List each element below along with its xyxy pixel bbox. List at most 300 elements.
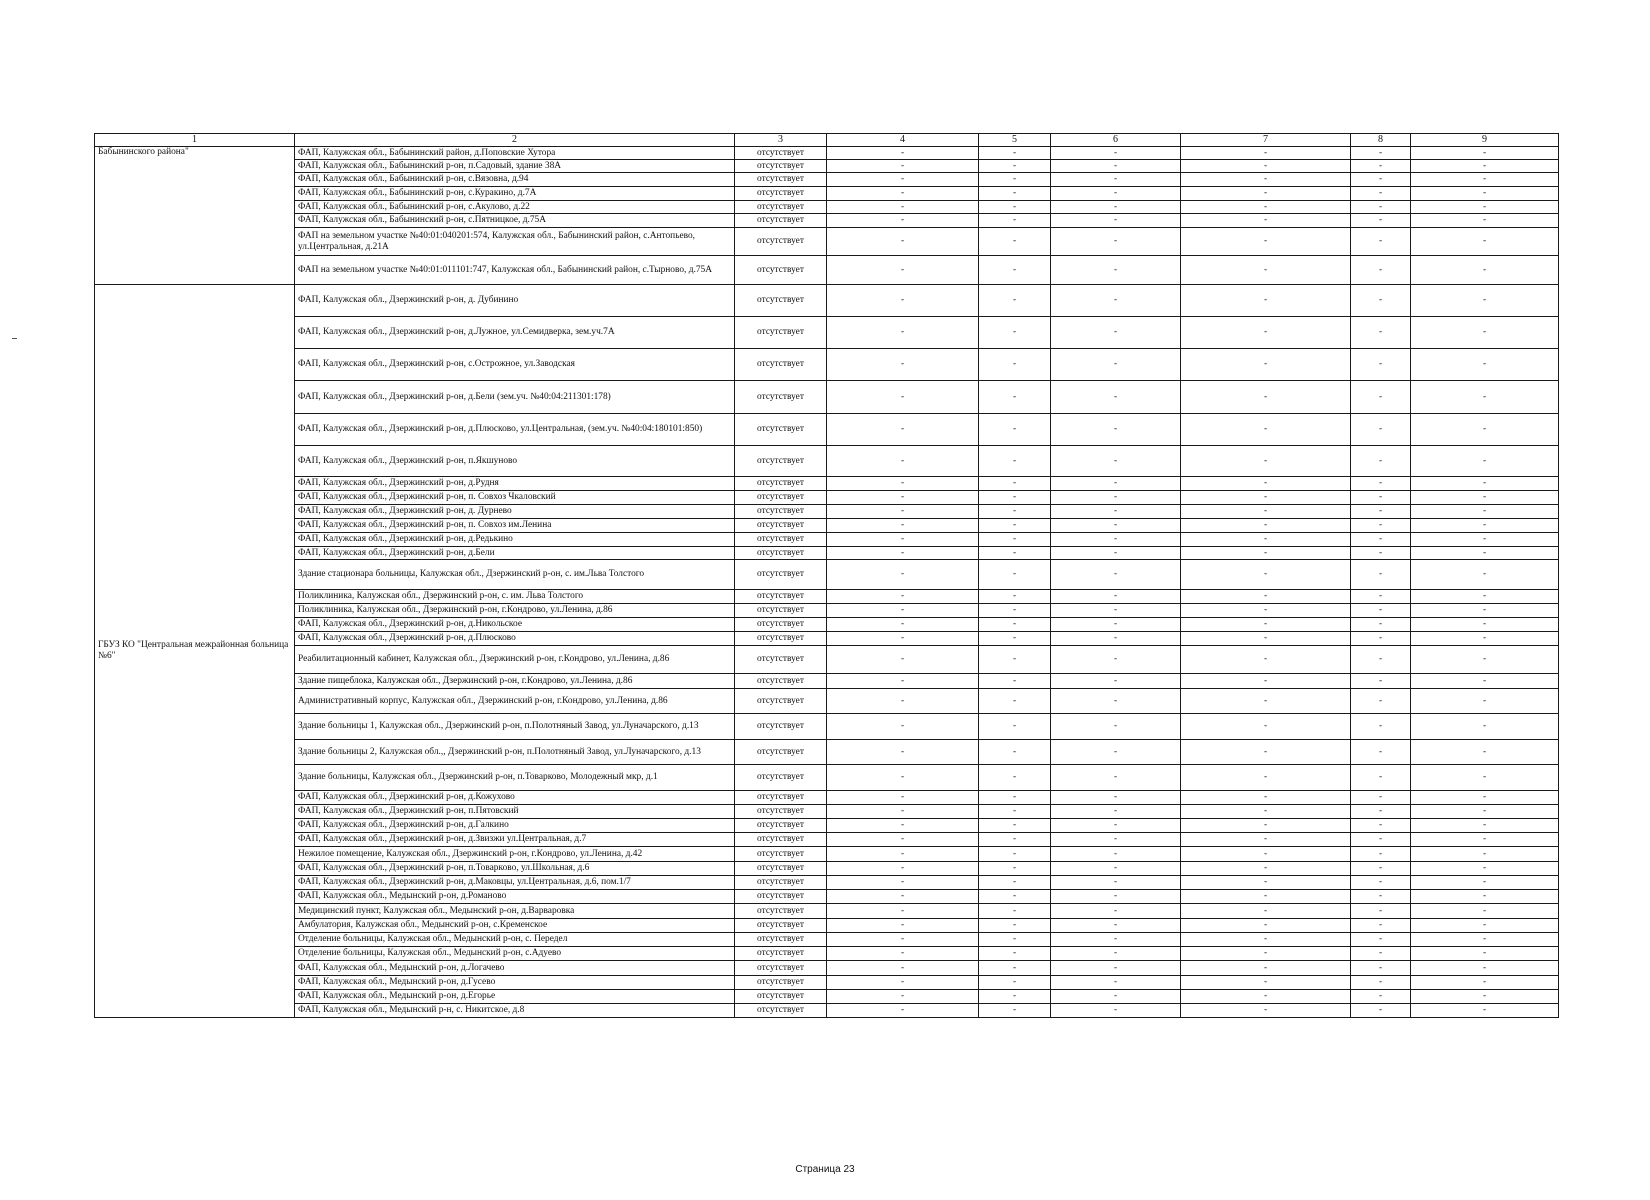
object-address-cell: Амбулатория, Калужская обл., Медынский р-он, с.Кременское [295,919,735,933]
value-cell-5: - [979,147,1051,160]
table-row [95,791,1559,805]
value-cell-7: - [1181,214,1351,228]
value-cell-9: - [1411,414,1559,446]
object-address-cell: ФАП, Калужская обл., Дзержинский р-он, д.Плюсково [295,632,735,646]
object-address-cell: Здание пищеблока, Калужская обл., Дзержинский р-он, г.Кондрово, ул.Ленина, д.86 [295,674,735,689]
table-row [95,147,1559,160]
table-row [95,689,1559,714]
value-cell-8: - [1351,833,1411,847]
value-cell-4: - [827,173,979,187]
value-cell-4: - [827,833,979,847]
value-cell-7: - [1181,160,1351,173]
object-address-cell: Административный корпус, Калужская обл., Дзержинский р-он, г.Кондрово, ул.Ленина, д.86 [295,689,735,714]
value-cell-3: отсутствует [735,1004,827,1018]
value-cell-3: отсутствует [735,862,827,876]
value-cell-6: - [1051,890,1181,904]
value-cell-7: - [1181,604,1351,618]
value-cell-9: - [1411,833,1559,847]
value-cell-5: - [979,819,1051,833]
value-cell-9: - [1411,1004,1559,1018]
value-cell-8: - [1351,961,1411,976]
value-cell-8: - [1351,256,1411,285]
value-cell-6: - [1051,714,1181,740]
value-cell-4: - [827,491,979,505]
value-cell-9: - [1411,519,1559,533]
value-cell-6: - [1051,317,1181,349]
value-cell-7: - [1181,491,1351,505]
value-cell-8: - [1351,933,1411,947]
value-cell-4: - [827,187,979,201]
object-address-cell: ФАП, Калужская обл., Дзержинский р-он, д.Маковцы, ул.Центральная, д.6, пом.1/7 [295,876,735,890]
value-cell-6: - [1051,919,1181,933]
table-row [95,491,1559,505]
value-cell-3: отсутствует [735,618,827,632]
value-cell-9: - [1411,618,1559,632]
value-cell-9: - [1411,173,1559,187]
value-cell-3: отсутствует [735,714,827,740]
object-address-cell: Здание больницы 1, Калужская обл., Дзержинский р-он, п.Полотняный Завод, ул.Луначарского, д.13 [295,714,735,740]
value-cell-7: - [1181,674,1351,689]
value-cell-3: отсутствует [735,317,827,349]
value-cell-4: - [827,904,979,919]
value-cell-8: - [1351,519,1411,533]
value-cell-7: - [1181,740,1351,765]
value-cell-6: - [1051,862,1181,876]
value-cell-7: - [1181,519,1351,533]
value-cell-8: - [1351,740,1411,765]
value-cell-8: - [1351,674,1411,689]
value-cell-8: - [1351,689,1411,714]
table-row [95,961,1559,976]
value-cell-3: отсутствует [735,285,827,317]
value-cell-6: - [1051,491,1181,505]
value-cell-6: - [1051,349,1181,381]
column-number-4: 4 [827,134,979,147]
value-cell-5: - [979,381,1051,414]
value-cell-9: - [1411,201,1559,214]
value-cell-5: - [979,173,1051,187]
table-row [95,1004,1559,1018]
value-cell-7: - [1181,689,1351,714]
value-cell-3: отсутствует [735,414,827,446]
value-cell-9: - [1411,491,1559,505]
value-cell-3: отсутствует [735,976,827,990]
value-cell-5: - [979,947,1051,961]
value-cell-8: - [1351,201,1411,214]
value-cell-9: - [1411,919,1559,933]
table-row [95,446,1559,477]
table-row [95,714,1559,740]
value-cell-9: - [1411,765,1559,791]
object-address-cell: ФАП, Калужская обл., Дзержинский р-он, с.Острожное, ул.Заводская [295,349,735,381]
value-cell-4: - [827,791,979,805]
value-cell-5: - [979,187,1051,201]
value-cell-5: - [979,646,1051,674]
value-cell-9: - [1411,976,1559,990]
value-cell-7: - [1181,646,1351,674]
value-cell-5: - [979,833,1051,847]
value-cell-9: - [1411,477,1559,491]
value-cell-8: - [1351,862,1411,876]
value-cell-9: - [1411,890,1559,904]
object-address-cell: Здание больницы 2, Калужская обл.,, Дзержинский р-он, п.Полотняный Завод, ул.Луначарского, д.13 [295,740,735,765]
object-address-cell: ФАП, Калужская обл., Дзержинский р-он, д. Дурнево [295,505,735,519]
value-cell-5: - [979,632,1051,646]
value-cell-9: - [1411,547,1559,560]
value-cell-8: - [1351,533,1411,547]
value-cell-9: - [1411,961,1559,976]
value-cell-7: - [1181,862,1351,876]
value-cell-9: - [1411,505,1559,519]
table-row [95,173,1559,187]
value-cell-3: отсутствует [735,632,827,646]
value-cell-7: - [1181,961,1351,976]
value-cell-8: - [1351,590,1411,604]
value-cell-9: - [1411,632,1559,646]
object-address-cell: ФАП, Калужская обл., Бабынинский р-он, с.Акулово, д.22 [295,201,735,214]
value-cell-5: - [979,740,1051,765]
value-cell-8: - [1351,381,1411,414]
value-cell-7: - [1181,228,1351,256]
table-row [95,519,1559,533]
value-cell-3: отсутствует [735,547,827,560]
value-cell-9: - [1411,805,1559,819]
value-cell-5: - [979,714,1051,740]
table-row [95,317,1559,349]
organization-cell: ГБУЗ КО "Центральная межрайонная больница №6" [95,285,295,1018]
value-cell-5: - [979,765,1051,791]
table-row [95,646,1559,674]
value-cell-5: - [979,505,1051,519]
value-cell-4: - [827,590,979,604]
value-cell-3: отсутствует [735,590,827,604]
value-cell-4: - [827,976,979,990]
register-body [95,134,1559,1018]
table-row [95,228,1559,256]
value-cell-8: - [1351,765,1411,791]
column-number-7: 7 [1181,134,1351,147]
value-cell-7: - [1181,381,1351,414]
value-cell-9: - [1411,904,1559,919]
value-cell-3: отсутствует [735,491,827,505]
value-cell-8: - [1351,414,1411,446]
object-address-cell: ФАП, Калужская обл., Дзержинский р-он, д.Плюсково, ул.Центральная, (зем.уч. №40:04:180101:850) [295,414,735,446]
value-cell-8: - [1351,791,1411,805]
value-cell-6: - [1051,765,1181,791]
value-cell-3: отсутствует [735,740,827,765]
object-address-cell: ФАП, Калужская обл., Бабынинский р-он, п.Садовый, здание 38А [295,160,735,173]
value-cell-6: - [1051,689,1181,714]
value-cell-6: - [1051,805,1181,819]
value-cell-8: - [1351,618,1411,632]
value-cell-6: - [1051,256,1181,285]
value-cell-4: - [827,714,979,740]
value-cell-4: - [827,632,979,646]
value-cell-7: - [1181,256,1351,285]
object-address-cell: ФАП, Калужская обл., Дзержинский р-он, п.Товарково, ул.Школьная, д.6 [295,862,735,876]
value-cell-9: - [1411,590,1559,604]
value-cell-5: - [979,414,1051,446]
table-row [95,618,1559,632]
value-cell-7: - [1181,976,1351,990]
value-cell-6: - [1051,674,1181,689]
value-cell-7: - [1181,904,1351,919]
value-cell-3: отсутствует [735,256,827,285]
value-cell-7: - [1181,590,1351,604]
value-cell-8: - [1351,491,1411,505]
table-row [95,505,1559,519]
object-address-cell: ФАП на земельном участке №40:01:011101:747, Калужская обл., Бабынинский район, с.Тырново, д.75А [295,256,735,285]
object-address-cell: ФАП на земельном участке №40:01:040201:574, Калужская обл., Бабынинский район, с.Антопьево, ул.Центральная, д.21А [295,228,735,256]
value-cell-5: - [979,349,1051,381]
value-cell-9: - [1411,214,1559,228]
value-cell-9: - [1411,876,1559,890]
table-row [95,201,1559,214]
value-cell-3: отсутствует [735,933,827,947]
value-cell-6: - [1051,414,1181,446]
value-cell-3: отсутствует [735,847,827,862]
value-cell-8: - [1351,646,1411,674]
value-cell-5: - [979,904,1051,919]
value-cell-9: - [1411,446,1559,477]
object-address-cell: ФАП, Калужская обл., Медынский р-он, д.Романово [295,890,735,904]
table-row [95,256,1559,285]
table-row [95,414,1559,446]
value-cell-8: - [1351,805,1411,819]
value-cell-9: - [1411,349,1559,381]
value-cell-8: - [1351,505,1411,519]
value-cell-3: отсутствует [735,147,827,160]
value-cell-6: - [1051,446,1181,477]
object-address-cell: ФАП, Калужская обл., Дзержинский р-он, д.Редькино [295,533,735,547]
column-number-6: 6 [1051,134,1181,147]
value-cell-6: - [1051,201,1181,214]
column-number-row [95,134,1559,147]
value-cell-4: - [827,990,979,1004]
value-cell-7: - [1181,317,1351,349]
value-cell-8: - [1351,349,1411,381]
value-cell-6: - [1051,904,1181,919]
value-cell-8: - [1351,285,1411,317]
object-address-cell: Реабилитационный кабинет, Калужская обл., Дзержинский р-он, г.Кондрово, ул.Ленина, д.86 [295,646,735,674]
value-cell-4: - [827,765,979,791]
value-cell-7: - [1181,791,1351,805]
value-cell-8: - [1351,228,1411,256]
value-cell-6: - [1051,604,1181,618]
value-cell-4: - [827,862,979,876]
value-cell-6: - [1051,990,1181,1004]
table-row [95,187,1559,201]
value-cell-7: - [1181,618,1351,632]
value-cell-6: - [1051,791,1181,805]
value-cell-7: - [1181,890,1351,904]
value-cell-7: - [1181,765,1351,791]
value-cell-8: - [1351,147,1411,160]
object-address-cell: ФАП, Калужская обл., Бабынинский р-он, с.Пятницкое, д.75А [295,214,735,228]
object-address-cell: Отделение больницы, Калужская обл., Медынский р-он, с.Адуево [295,947,735,961]
value-cell-9: - [1411,256,1559,285]
object-address-cell: ФАП, Калужская обл., Медынский р-н, с. Никитское, д.8 [295,1004,735,1018]
value-cell-9: - [1411,533,1559,547]
value-cell-8: - [1351,876,1411,890]
object-address-cell: ФАП, Калужская обл., Дзержинский р-он, д.Галкино [295,819,735,833]
value-cell-8: - [1351,714,1411,740]
value-cell-4: - [827,1004,979,1018]
value-cell-3: отсутствует [735,765,827,791]
value-cell-4: - [827,228,979,256]
value-cell-8: - [1351,847,1411,862]
organization-cell: Бабынинского района" [95,147,295,285]
table-row [95,533,1559,547]
value-cell-8: - [1351,547,1411,560]
object-address-cell: ФАП, Калужская обл., Дзержинский р-он, д.Лужное, ул.Семидверка, зем.уч.7А [295,317,735,349]
value-cell-4: - [827,519,979,533]
value-cell-4: - [827,919,979,933]
value-cell-3: отсутствует [735,201,827,214]
value-cell-5: - [979,805,1051,819]
value-cell-4: - [827,446,979,477]
value-cell-4: - [827,604,979,618]
value-cell-9: - [1411,560,1559,590]
value-cell-4: - [827,160,979,173]
table-row [95,904,1559,919]
objects-register-table [94,133,1559,1018]
value-cell-5: - [979,990,1051,1004]
value-cell-6: - [1051,533,1181,547]
value-cell-9: - [1411,740,1559,765]
value-cell-3: отсутствует [735,349,827,381]
value-cell-3: отсутствует [735,187,827,201]
value-cell-7: - [1181,187,1351,201]
value-cell-4: - [827,477,979,491]
value-cell-9: - [1411,862,1559,876]
value-cell-4: - [827,646,979,674]
value-cell-3: отсутствует [735,446,827,477]
column-number-2: 2 [295,134,735,147]
value-cell-3: отсутствует [735,519,827,533]
value-cell-7: - [1181,933,1351,947]
object-address-cell: ФАП, Калужская обл., Дзержинский р-он, д.Бели [295,547,735,560]
value-cell-8: - [1351,919,1411,933]
value-cell-5: - [979,976,1051,990]
value-cell-6: - [1051,618,1181,632]
object-address-cell: Здание больницы, Калужская обл., Дзержинский р-он, п.Товарково, Молодежный мкр, д.1 [295,765,735,791]
object-address-cell: ФАП, Калужская обл., Дзержинский р-он, д.Кожухово [295,791,735,805]
table-row [95,604,1559,618]
value-cell-9: - [1411,646,1559,674]
value-cell-3: отсутствует [735,604,827,618]
value-cell-7: - [1181,414,1351,446]
value-cell-6: - [1051,147,1181,160]
value-cell-3: отсутствует [735,961,827,976]
value-cell-4: - [827,560,979,590]
value-cell-7: - [1181,505,1351,519]
value-cell-3: отсутствует [735,890,827,904]
value-cell-4: - [827,147,979,160]
value-cell-4: - [827,256,979,285]
value-cell-7: - [1181,349,1351,381]
value-cell-6: - [1051,833,1181,847]
value-cell-3: отсутствует [735,160,827,173]
object-address-cell: ФАП, Калужская обл., Дзержинский р-он, п. Совхоз Чкаловский [295,491,735,505]
value-cell-6: - [1051,173,1181,187]
value-cell-5: - [979,446,1051,477]
value-cell-4: - [827,947,979,961]
table-row [95,160,1559,173]
scan-margin-mark [12,338,17,339]
value-cell-7: - [1181,173,1351,187]
value-cell-4: - [827,349,979,381]
table-row [95,560,1559,590]
value-cell-5: - [979,519,1051,533]
value-cell-9: - [1411,228,1559,256]
value-cell-8: - [1351,632,1411,646]
value-cell-9: - [1411,689,1559,714]
object-address-cell: ФАП, Калужская обл., Дзержинский р-он, п.Якшуново [295,446,735,477]
value-cell-3: отсутствует [735,805,827,819]
object-address-cell: Отделение больницы, Калужская обл., Медынский р-он, с. Передел [295,933,735,947]
table-row [95,976,1559,990]
value-cell-8: - [1351,187,1411,201]
table-row [95,862,1559,876]
value-cell-5: - [979,228,1051,256]
object-address-cell: Поликлиника, Калужская обл., Дзержинский р-он, г.Кондрово, ул.Ленина, д.86 [295,604,735,618]
value-cell-9: - [1411,604,1559,618]
object-address-cell: ФАП, Калужская обл., Дзержинский р-он, д.Бели (зем.уч. №40:04:211301:178) [295,381,735,414]
value-cell-7: - [1181,1004,1351,1018]
value-cell-6: - [1051,590,1181,604]
value-cell-3: отсутствует [735,214,827,228]
object-address-cell: ФАП, Калужская обл., Бабынинский р-он, с.Вязовна, д.94 [295,173,735,187]
value-cell-3: отсутствует [735,533,827,547]
value-cell-4: - [827,847,979,862]
value-cell-7: - [1181,847,1351,862]
value-cell-4: - [827,674,979,689]
table-row [95,349,1559,381]
table-row [95,285,1559,317]
table-row [95,805,1559,819]
value-cell-6: - [1051,160,1181,173]
object-address-cell: ФАП, Калужская обл., Бабынинский район, д.Поповские Хутора [295,147,735,160]
value-cell-8: - [1351,317,1411,349]
value-cell-5: - [979,533,1051,547]
value-cell-6: - [1051,547,1181,560]
value-cell-8: - [1351,214,1411,228]
table-row [95,847,1559,862]
object-address-cell: Поликлиника, Калужская обл., Дзержинский р-он, с. им. Льва Толстого [295,590,735,604]
value-cell-8: - [1351,446,1411,477]
value-cell-5: - [979,547,1051,560]
object-address-cell: ФАП, Калужская обл., Дзержинский р-он, д.Никольское [295,618,735,632]
table-row [95,381,1559,414]
value-cell-6: - [1051,632,1181,646]
object-address-cell: ФАП, Калужская обл., Медынский р-он, д.Гусево [295,976,735,990]
object-address-cell: ФАП, Калужская обл., Дзержинский р-он, д. Дубинино [295,285,735,317]
value-cell-7: - [1181,285,1351,317]
value-cell-8: - [1351,1004,1411,1018]
value-cell-6: - [1051,976,1181,990]
table-row [95,819,1559,833]
value-cell-4: - [827,890,979,904]
value-cell-3: отсутствует [735,876,827,890]
value-cell-8: - [1351,904,1411,919]
value-cell-3: отсутствует [735,674,827,689]
value-cell-7: - [1181,833,1351,847]
value-cell-6: - [1051,847,1181,862]
value-cell-5: - [979,160,1051,173]
value-cell-6: - [1051,228,1181,256]
value-cell-5: - [979,933,1051,947]
